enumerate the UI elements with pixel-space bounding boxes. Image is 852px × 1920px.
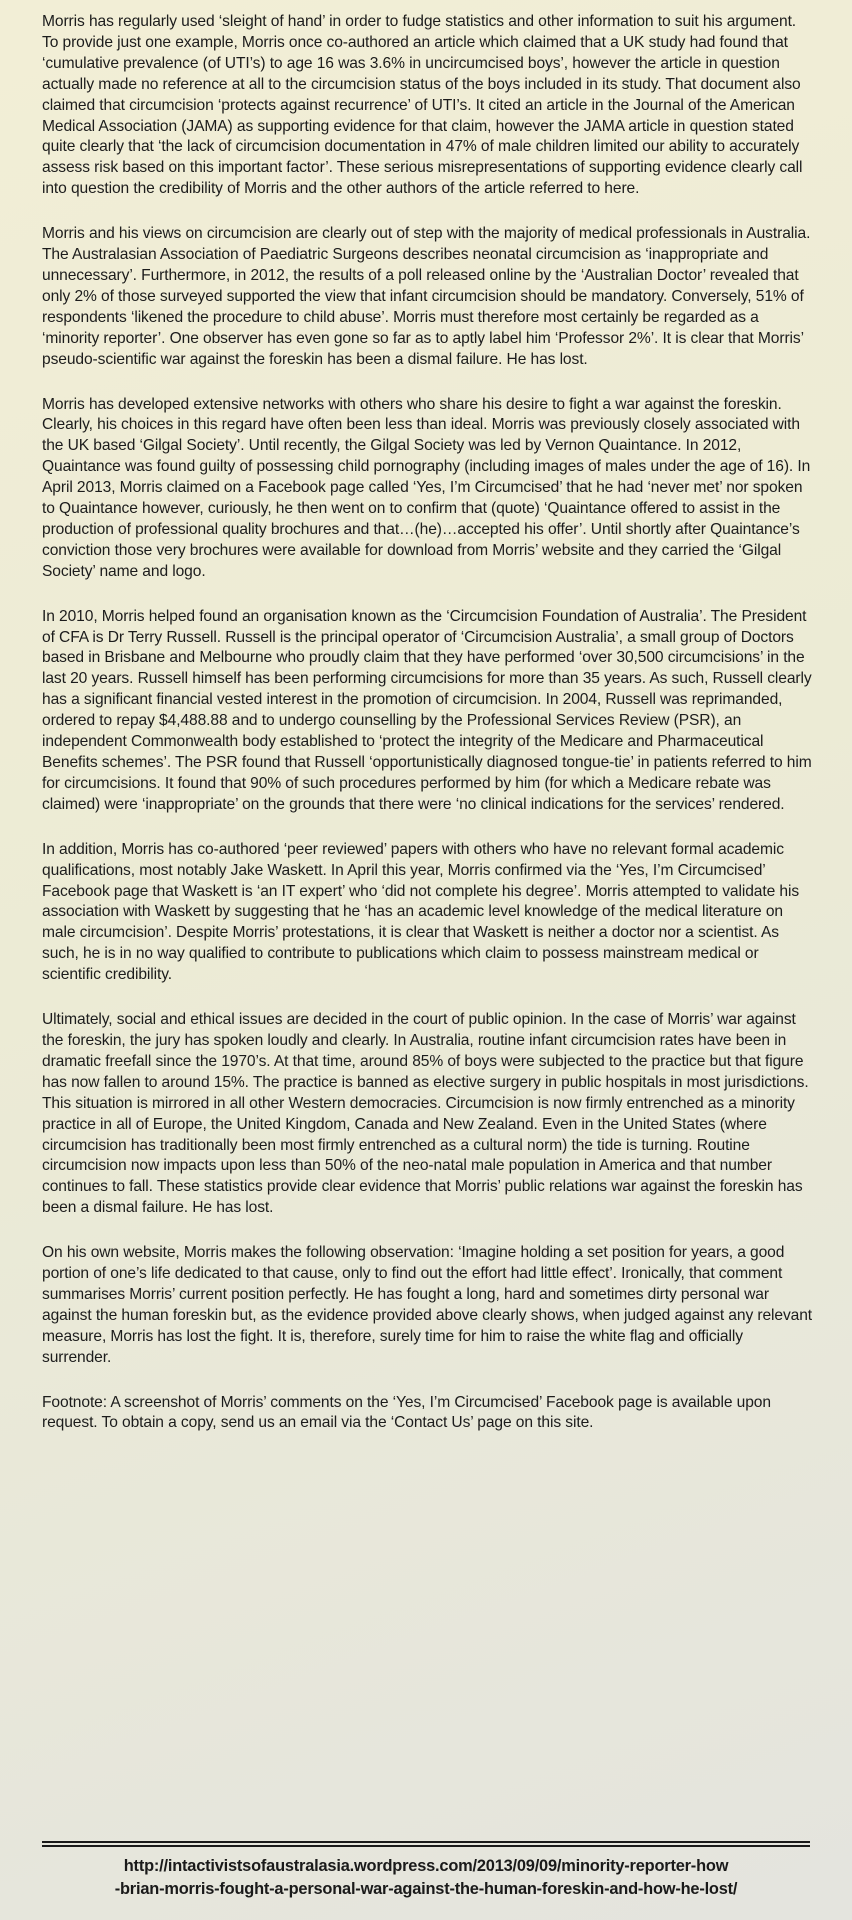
- paragraph-public-opinion: Ultimately, social and ethical issues are decided in the court of public opinion. In the case of Morris’ war against the foreskin, the jury has spoken loudly and clearly. In Australia, routine infant circumcision rates have been in dramatic freefall since the 1970’s. At that time, around 85% of boys were subjected to the practice but that figure has now fallen to around 15%. The practice is banned as elective surgery in public hospitals in most jurisdictions. This situation is mirrored in all other Western democracies. Circumcision is now firmly entrenched as a minority practice in all of Europe, the United Kingdom, Canada and New Zealand. Even in the United States (where circumcision has traditionally been most firmly entrenched as a cultural norm) the tide is turning. Routine circumcision now impacts upon less than 50% of the neo-natal male population in America and that number continues to fall. These statistics provide clear evidence that Morris’ public relations war against the foreskin has been a dismal failure. He has lost.: [42, 1011, 809, 1217]
- paragraph-sleight-of-hand: Morris has regularly used ‘sleight of hand’ in order to fudge statistics and other information to suit his argument. To provide just one example, Morris once co-authored an article which claimed that a UK study had found that ‘cumulative prevalence (of UTI’s) to age 16 was 3.6% in uncircumcised boys’, however the article in question actually made no reference at all to the circumcision status of the boys included in its study. That document also claimed that circumcision ‘protects against recurrence’ of UTI’s. It cited an article in the Journal of the American Medical Association (JAMA) as supporting evidence for that claim, however the JAMA article in question stated quite clearly that ‘the lack of circumcision documentation in 47% of male children limited our ability to accurately assess risk based on this important factor’. These serious misrepresentations of supporting evidence clearly call into question the credibility of Morris and the other authors of the article referred to here.: [42, 13, 803, 198]
- source-url: [42, 1855, 810, 1901]
- article-body: [42, 12, 816, 1434]
- source-url-line-1: http://intactivistsofaustralasia.wordpress.com/2013/09/09/minority-reporter-how: [123, 1857, 729, 1875]
- paragraph-minority-reporter: Morris and his views on circumcision are clearly out of step with the majority of medical professionals in Australia. The Australasian Association of Paediatric Surgeons describes neonatal circumcision as ‘inappropriate and unnecessary’. Furthermore, in 2012, the results of a poll released online by the ‘Australian Doctor’ revealed that only 2% of those surveyed supported the view that infant circumcision should be mandatory. Conversely, 51% of respondents ‘likened the procedure to child abuse’. Morris must therefore most certainly be regarded as a ‘minority reporter’. One observer has even gone so far as to aptly label him ‘Professor 2%’. It is clear that Morris’ pseudo-scientific war against the foreskin has been a dismal failure. He has lost.: [42, 225, 811, 368]
- paragraph-waskett: In addition, Morris has co-authored ‘peer reviewed’ papers with others who have no relevant formal academic qualifications, most notably Jake Waskett. In April this year, Morris confirmed via the ‘Yes, I’m Circumcised’ Facebook page that Waskett is ‘an IT expert’ who ‘did not complete his degree’. Morris attempted to validate his association with Waskett by suggesting that he ‘has an academic level knowledge of the medical literature on male circumcision’. Despite Morris’ protestations, it is clear that Waskett is neither a doctor nor a scientist. As such, he is in no way qualified to contribute to publications which claim to possess mainstream medical or scientific credibility.: [42, 840, 800, 984]
- paragraph-conclusion: On his own website, Morris makes the following observation: ‘Imagine holding a set position for years, a good portion of one’s life dedicated to that cause, only to find out the effort had little effect’. Ironically, that comment summarises Morris’ current position perfectly. He has fought a long, hard and sometimes dirty personal war against the human foreskin but, as the evidence provided above clearly shows, when judged against any relevant measure, Morris has lost the fight. It is, therefore, surely time for him to raise the white flag and officially surrender.: [42, 1244, 813, 1366]
- paragraph-circumcision-foundation: In 2010, Morris helped found an organisation known as the ‘Circumcision Foundation of Australia’. The President of CFA is Dr Terry Russell. Russell is the principal operator of ‘Circumcision Australia’, a small group of Doctors based in Brisbane and Melbourne who proudly claim that they have performed ‘over 30,500 circumcisions’ in the last 20 years. Russell himself has been performing circumcisions for more than 35 years. As such, Russell clearly has a significant financial vested interest in the promotion of circumcision. In 2004, Russell was reprimanded, ordered to repay $4,488.88 and to undergo counselling by the Professional Services Review (PSR), an independent Commonwealth body established to ‘protect the integrity of the Medicare and Pharmaceutical Benefits schemes’. The PSR found that Russell ‘opportunistically diagnosed tongue-tie’ in patients referred to him for circumcisions. It found that 90% of such procedures performed by him (for which a Medicare rebate was claimed) were ‘inappropriate’ on the grounds that there were ‘no clinical indications for the services’ rendered.: [42, 607, 812, 813]
- source-url-line-2: -brian-morris-fought-a-personal-war-against-the-human-foreskin-and-how-he-lost/: [114, 1880, 738, 1898]
- paragraph-footnote: Footnote: A screenshot of Morris’ comments on the ‘Yes, I’m Circumcised’ Facebook page is available upon request. To obtain a copy, send us an email via the ‘Contact Us’ page on this site.: [42, 1393, 771, 1432]
- paragraph-gilgal-society: Morris has developed extensive networks with others who share his desire to fight a war against the foreskin. Clearly, his choices in this regard have often been less than ideal. Morris was previously closely associated with the UK based ‘Gilgal Society’. Until recently, the Gilgal Society was led by Vernon Quaintance. In 2012, Quaintance was found guilty of possessing child pornography (including images of males under the age of 16). In April 2013, Morris claimed on a Facebook page called ‘Yes, I’m Circumcised’ that he had ‘never met’ nor spoken to Quaintance however, curiously, he then went on to confirm that (quote) ‘Quaintance offered to assist in the production of professional quality brochures and that…(he)…accepted his offer’. Until shortly after Quaintance’s conviction those very brochures were available for download from Morris’ website and they carried the ‘Gilgal Society’ name and logo.: [42, 395, 811, 580]
- footer-divider: [42, 1841, 810, 1847]
